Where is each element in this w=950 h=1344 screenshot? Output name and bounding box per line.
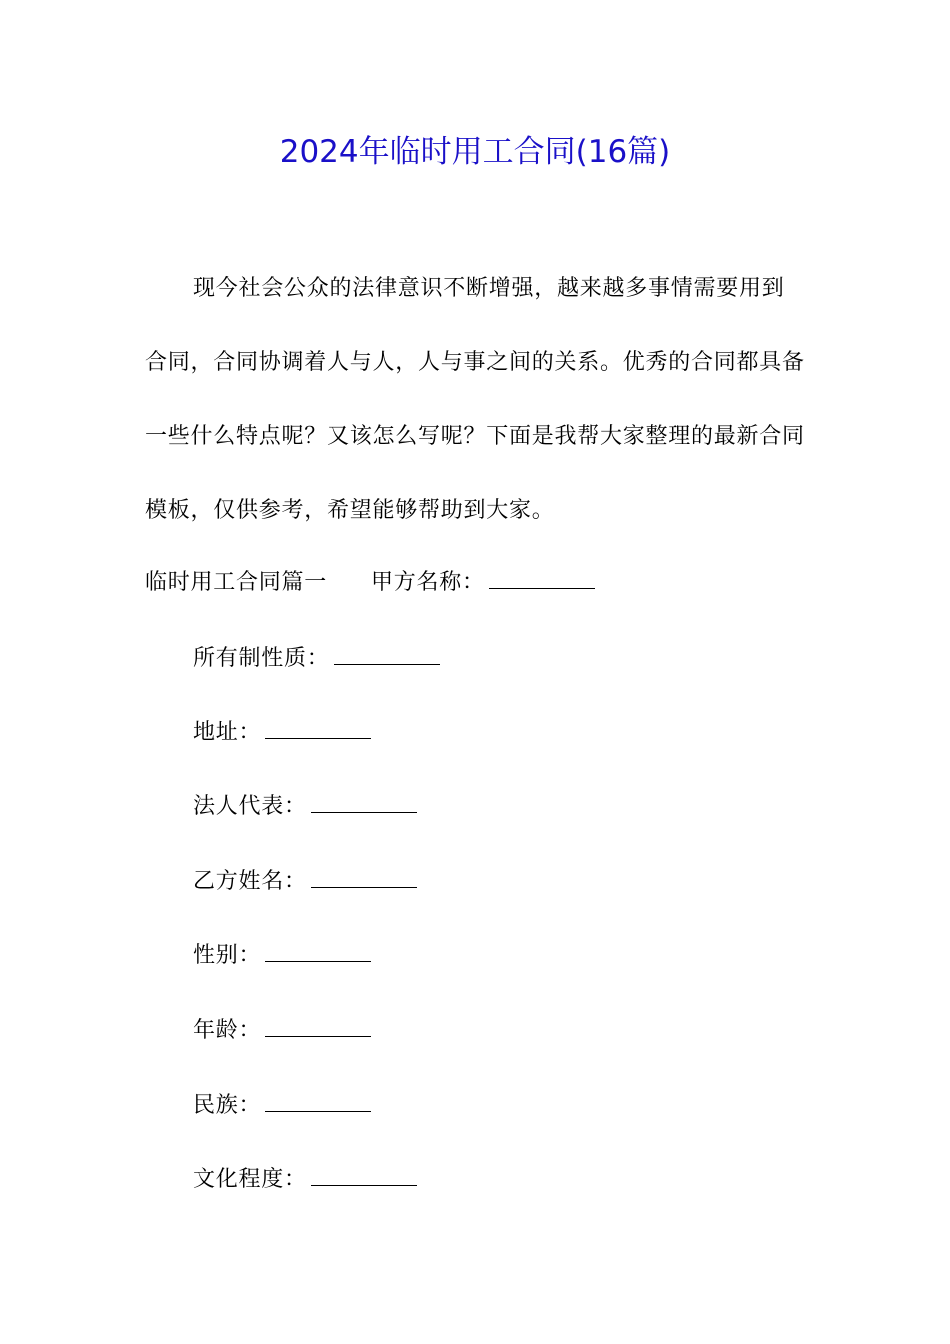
field-blank-age[interactable] [265,1035,371,1037]
field-label-ethnicity: 民族： [193,1093,262,1118]
field-address [193,718,371,748]
document-title: 2024年临时用工合同(16篇) [279,134,671,170]
field-blank-education[interactable] [311,1184,417,1186]
field-ethnicity [193,1091,371,1121]
field-label-ownership: 所有制性质： [193,646,330,671]
section-heading-line [145,568,595,598]
field-blank-ownership[interactable] [334,663,440,665]
intro-paragraph: 现今社会公众的法律意识不断增强，越来越多事情需要用到合同，合同协调着人与人，人与事之间的关系。优秀的合同都具备一些什么特点呢？又该怎么写呢？下面是我帮大家整理的最新合同模板，仅供参考，希望能够帮助到大家。 [145,276,805,523]
field-age [193,1016,371,1046]
field-blank-address[interactable] [265,737,371,739]
field-label-party-a-name: 甲方名称： [371,570,485,595]
field-label-age: 年龄： [193,1018,262,1043]
field-ownership [193,644,440,674]
field-label-gender: 性别： [193,943,262,968]
field-blank-legal-rep[interactable] [311,811,417,813]
field-legal-rep [193,792,417,822]
field-label-legal-rep: 法人代表： [193,794,307,819]
field-party-b-name [193,867,417,897]
field-label-address: 地址： [193,720,262,745]
field-label-education: 文化程度： [193,1167,307,1192]
field-blank-ethnicity[interactable] [265,1110,371,1112]
field-blank-party-a-name[interactable] [489,587,595,589]
section-heading: 临时用工合同篇一 [145,570,328,595]
field-label-party-b-name: 乙方姓名： [193,869,307,894]
field-blank-gender[interactable] [265,960,371,962]
field-education [193,1165,417,1195]
field-blank-party-b-name[interactable] [311,886,417,888]
field-gender [193,941,371,971]
